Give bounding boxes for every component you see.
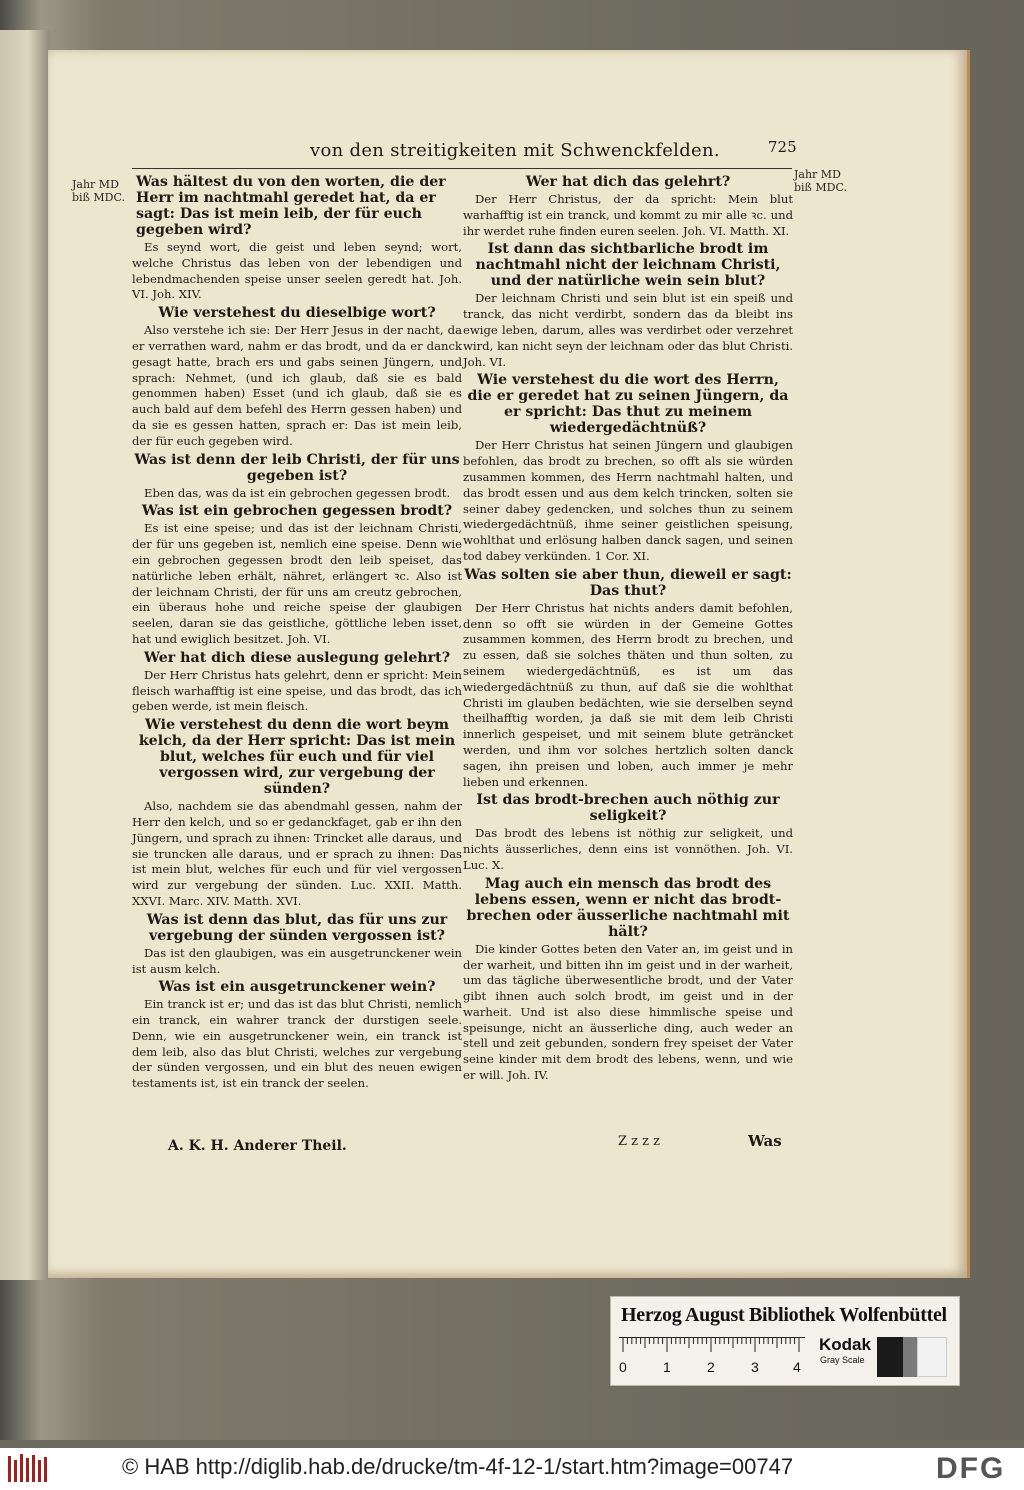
question-heading: Was hältest du von den worten, die der Herr im nachtmahl geredet hat, da er sagt: Das ist mein leib, der für euch gegeben wird? — [136, 174, 446, 238]
gray-scale-label: Gray Scale — [820, 1355, 865, 1365]
white-swatch — [917, 1337, 947, 1377]
answer-paragraph: Das brodt des lebens ist nöthig zur seligkeit, und nichts äusserliches, denn eins ist vonnöthen. Joh. VI. Luc. X. — [463, 826, 793, 872]
right-column — [463, 172, 793, 1085]
sheet-mark: Z z z z — [618, 1134, 660, 1149]
credit-link[interactable]: © HAB http://diglib.hab.de/drucke/tm-4f-12-1/start.htm?image=00747 — [122, 1454, 794, 1479]
question-heading: Wie verstehest du denn die wort beym kelch, da der Herr spricht: Das ist mein blut, welches für euch und für viel vergossen wird, zur vergebung der sünden? — [138, 717, 456, 798]
answer-paragraph: Also verstehe ich sie: Der Herr Jesus in der nacht, da er verrathen ward, nahm er das brodt, und da er danck gesagt hatte, brach ers und gabs seinen Jüngern, und sprach: Nehmet, (und ich glaub, daß sie es bald genommen haben) Esset (und ich glaub, daß sie es auch bald auf dem befehl des Herrn gessen haben) und da sie es gessen hatten, sprach er: Das ist mein leib, der für euch gegeben wird. — [132, 323, 462, 448]
card-title: Herzog August Bibliothek Wolfenbüttel — [621, 1304, 947, 1326]
left-column — [132, 172, 462, 1093]
kodak-label: Kodak — [819, 1335, 871, 1354]
ruler-numbers — [611, 1359, 811, 1377]
dfg-logo: DFG — [936, 1452, 1006, 1485]
question-heading: Wer hat dich das gelehrt? — [525, 174, 731, 190]
question-heading: Mag auch ein mensch das brodt des lebens essen, wenn er nicht das brodt-brechen oder äusserliche nachtmahl mit hält? — [466, 875, 790, 940]
answer-paragraph: Der leichnam Christi und sein blut ist ein speiß und tranck, das nicht verdirbt, sondern das da bleibt ins ewige leben, darum, alles was verdirbet oder verzehret wird, kan nicht seyn der leichnam oder das blut Christi. Joh. VI. — [463, 291, 793, 369]
ruler-number: 0 — [619, 1359, 627, 1375]
answer-paragraph: Es ist eine speise; und das ist der leichnam Christi, der für uns gegeben ist, nemlich eine speise. Denn wie ein gebrochen gegessen brodt den leib speiset, das natürliche leben erhält, nähret, erlängert ꝛc. Also ist der leichnam Christi, der für uns am creutz gebrochen, ein überaus hohe und reiche speise der glaubigen seelen, daran sie das geistliche, göttliche leben isset, hat und ewiglich besitzet. Joh. VI. — [132, 521, 462, 646]
ruler-number: 2 — [707, 1359, 715, 1375]
gray-swatch — [903, 1337, 917, 1377]
black-swatch — [877, 1337, 903, 1377]
header-rule — [132, 168, 792, 169]
ruler-number: 3 — [751, 1359, 759, 1375]
margin-note-right: Jahr MD biß MDC. — [794, 168, 848, 194]
running-head: von den streitigkeiten mit Schwenckfelden. — [310, 140, 720, 161]
answer-paragraph: Ein tranck ist er; und das ist das blut Christi, nemlich ein tranck, ein wahrer tranck der durstigen seele. Denn, wie ein ausgetrunckener wein, ein tranck ist dem leib, also das blut Christi, welches zur vergebung der sünden vergossen, und ein blut des neuen ewigen testaments ist, ist ein tranck der seelen. — [132, 997, 462, 1091]
catchword: Was — [748, 1132, 782, 1150]
question-heading: Wer hat dich diese auslegung gelehrt? — [143, 649, 451, 666]
left-page-edge — [0, 30, 50, 1280]
color-calibration-card — [610, 1296, 960, 1386]
answer-paragraph: Also, nachdem sie das abendmahl gessen, nahm der Herr den kelch, und so er gedanckfaget, gab er ihn den Jüngern, und sprach zu ihnen: Trincket alle daraus, und sie truncken alle daraus, und er sprach zu ihnen: Das ist mein blut, welches für euch und für viel vergossen wird zur vergebung der sünden. Luc. XXII. Matth. XXVI. Marc. XIV. Matth. XVI. — [132, 799, 462, 908]
answer-paragraph: Das ist den glaubigen, was ein ausgetrunckener wein ist ausm kelch. — [132, 945, 462, 976]
hab-logo-icon — [6, 1452, 50, 1486]
question-heading: Wie verstehest du dieselbige wort? — [158, 305, 436, 322]
question-heading: Wie verstehest du die wort des Herrn, die er geredet hat zu seinen Jüngern, da er spricht: Das thut zu meinem wiedergedächtnüß? — [467, 372, 789, 437]
signature-mark: A. K. H. Anderer Theil. — [168, 1138, 347, 1154]
answer-paragraph: Eben das, was da ist ein gebrochen gegessen brodt. — [144, 485, 451, 500]
question-heading: Was solten sie aber thun, dieweil er sagt: Das thut? — [464, 566, 792, 599]
question-heading: Was ist denn das blut, das für uns zur vergebung der sünden vergossen ist? — [146, 911, 448, 944]
question-heading: Ist das brodt-brechen auch nöthig zur seligkeit? — [476, 792, 780, 825]
question-heading: Was ist ein gebrochen gegessen brodt? — [141, 503, 453, 520]
ruler — [619, 1337, 805, 1359]
answer-paragraph: Die kinder Gottes beten den Vater an, im geist und in der warheit, und bitten ihn im geist und in der warheit, um das tägliche überwesentliche brodt, und der Vater gibt ihnen auch solch brodt, im geist und in der warheit. Und ist also diese himmlische speise und speisunge, nicht an äusserliche ding, auch weder an stell und zeit gebunden, sondern frey speiset der Vater seine kinder mit dem brodt des lebens, wenn, und wie er will. Joh. IV. — [463, 941, 793, 1083]
margin-note-left: Jahr MD biß MDC. — [72, 178, 126, 204]
answer-paragraph: Der Herr Christus hats gelehrt, denn er spricht: Mein fleisch warhafftig ist eine speise, und das brodt, das ich geben werde, ist mein fleisch. — [132, 667, 462, 714]
answer-paragraph: Der Herr Christus, der da spricht: Mein blut warhafftig ist ein tranck, und kommt zu mir alle ꝛc. und ihr werdet ruhe finden euren seelen. Joh. VI. Matth. XI. — [463, 192, 793, 238]
ruler-number: 1 — [663, 1359, 671, 1375]
answer-paragraph: Der Herr Christus hat nichts anders damit befohlen, denn so offt sie würden in der Gemeine Gottes zusammen kommen, des Herrn brodt zu brechen, und zu essen, daß sie solches thäten und thun solten, zu seinem wiedergedächtnüß, es ist um das wiedergedächtnüß zu thun, auf daß sie die wohlthat Christi im glauben bedächten, wie sie derselben seynd theilhafftig worden, ja daß sie mit dem leib Christi innerlich gespeiset, und mit seinem blute geträncket werden, und ihm vor solches hertzlich solten danck sagen, ihn preisen und loben, auch immer je mehr lieben und erkennen. — [463, 600, 793, 789]
ruler-ticks — [619, 1338, 805, 1352]
answer-paragraph: Der Herr Christus hat seinen Jüngern und glaubigen befohlen, das brodt zu brechen, so offt als sie würden zusammen kommen, des Herrn nachtmahl halten, und das brodt essen und aus dem kelch trincken, solten sie seiner dabey gedencken, und solches thun zu seinem wiedergedächtnüß, ihme seiner geistlichen speisung, wohlthat und erlösung halben danck sagen, und seinen tod dabey verkünden. 1 Cor. XI. — [463, 438, 793, 563]
answer-paragraph: Es seynd wort, die geist und leben seynd; wort, welche Christus das leben von der lebendigen und lebendmachenden speise unser seelen geredt hat. Joh. VI. Joh. XIV. — [132, 240, 462, 302]
question-heading: Was ist ein ausgetrunckener wein? — [158, 979, 436, 996]
page-number: 725 — [768, 138, 797, 156]
bottom-bar — [0, 1448, 1024, 1490]
ruler-number: 4 — [793, 1359, 801, 1375]
question-heading: Ist dann das sichtbarliche brodt im nachtmahl nicht der leichnam Christi, und der natürliche wein sein blut? — [475, 241, 781, 290]
question-heading: Was ist denn der leib Christi, der für uns gegeben ist? — [134, 451, 460, 484]
